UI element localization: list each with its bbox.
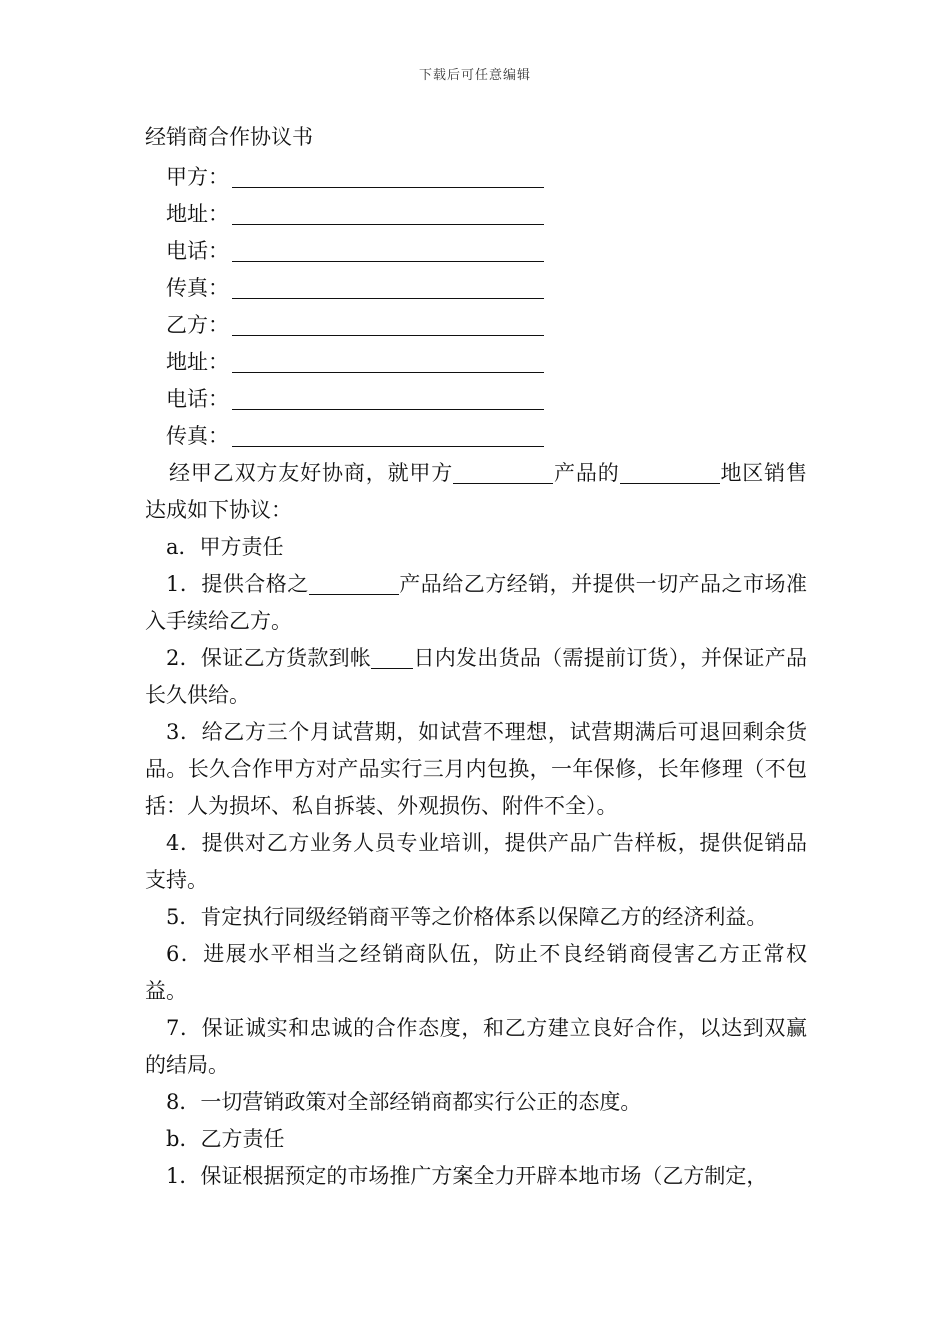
section-b-heading: b．乙方责任 xyxy=(166,1127,285,1151)
section-a-heading: a．甲方责任 xyxy=(166,535,284,559)
section-a-item-5: 5．肯定执行同级经销商平等之价格体系以保障乙方的经济利益。 xyxy=(166,905,768,929)
agreement-document xyxy=(145,122,807,1195)
party-b-phone-label: 电话： xyxy=(166,387,229,411)
product-blank xyxy=(453,455,553,484)
section-a-item-2-text-1: 2．保证乙方货款到帐 xyxy=(166,646,372,670)
party-a-phone-line xyxy=(145,233,807,270)
party-a-address-blank xyxy=(232,196,544,225)
party-b-name-label: 乙方： xyxy=(166,313,229,337)
section-a-item-1-text-1: 1．提供合格之 xyxy=(166,572,309,596)
party-a-name-label: 甲方： xyxy=(166,165,229,189)
page-header-note: 下载后可任意编辑 xyxy=(418,68,531,83)
party-b-address-line xyxy=(145,344,807,381)
intro-text-3: 地区销售达成如下协议： xyxy=(145,461,808,522)
party-a-fax-blank xyxy=(232,270,544,299)
party-a-phone-label: 电话： xyxy=(166,239,229,263)
days-blank xyxy=(371,640,413,669)
section-a-item-1 xyxy=(145,566,807,640)
intro-paragraph xyxy=(145,455,807,529)
party-a-fax-line xyxy=(145,270,807,307)
section-a-item-1-text-2: 产品给乙方经销，并提供一切产品之市场准入手续给乙方。 xyxy=(145,572,807,633)
qualified-product-blank xyxy=(309,566,399,595)
section-b-item-1: 1．保证根据预定的市场推广方案全力开辟本地市场（乙方制定， xyxy=(166,1164,768,1188)
party-b-name-blank xyxy=(232,307,544,336)
section-a-item-6: 6．进展水平相当之经销商队伍，防止不良经销商侵害乙方正常权益。 xyxy=(145,942,807,1003)
party-b-name-line xyxy=(145,307,807,344)
section-a-item-2 xyxy=(145,640,807,714)
intro-text-1: 经甲乙双方友好协商，就甲方 xyxy=(169,461,454,485)
party-a-fax-label: 传真： xyxy=(166,276,229,300)
party-a-name-blank xyxy=(232,159,544,188)
party-b-fax-label: 传真： xyxy=(166,424,229,448)
section-a-item-2-text-2: 日内发出货品（需提前订货），并保证产品长久供给。 xyxy=(145,646,807,707)
party-b-fax-line xyxy=(145,418,807,455)
party-a-name-line xyxy=(145,159,807,196)
section-a-item-3: 3．给乙方三个月试营期，如试营不理想，试营期满后可退回剩余货品。长久合作甲方对产品实行三月内包换，一年保修，长年修理（不包括：人为损坏、私自拆装、外观损伤、附件不全）。 xyxy=(145,720,807,818)
section-a-item-7: 7．保证诚实和忠诚的合作态度，和乙方建立良好合作，以达到双赢的结局。 xyxy=(145,1016,807,1077)
party-b-address-blank xyxy=(232,344,544,373)
party-b-fax-blank xyxy=(232,418,544,447)
party-b-phone-line xyxy=(145,381,807,418)
party-a-address-line xyxy=(145,196,807,233)
intro-text-2: 产品的 xyxy=(553,461,620,485)
party-a-address-label: 地址： xyxy=(166,202,229,226)
section-a-item-4: 4．提供对乙方业务人员专业培训，提供产品广告样板，提供促销品支持。 xyxy=(145,831,807,892)
party-b-phone-blank xyxy=(232,381,544,410)
party-b-address-label: 地址： xyxy=(166,350,229,374)
region-blank xyxy=(620,455,720,484)
party-a-phone-blank xyxy=(232,233,544,262)
document-title: 经销商合作协议书 xyxy=(145,125,313,149)
section-a-item-8: 8．一切营销政策对全部经销商都实行公正的态度。 xyxy=(166,1090,642,1114)
